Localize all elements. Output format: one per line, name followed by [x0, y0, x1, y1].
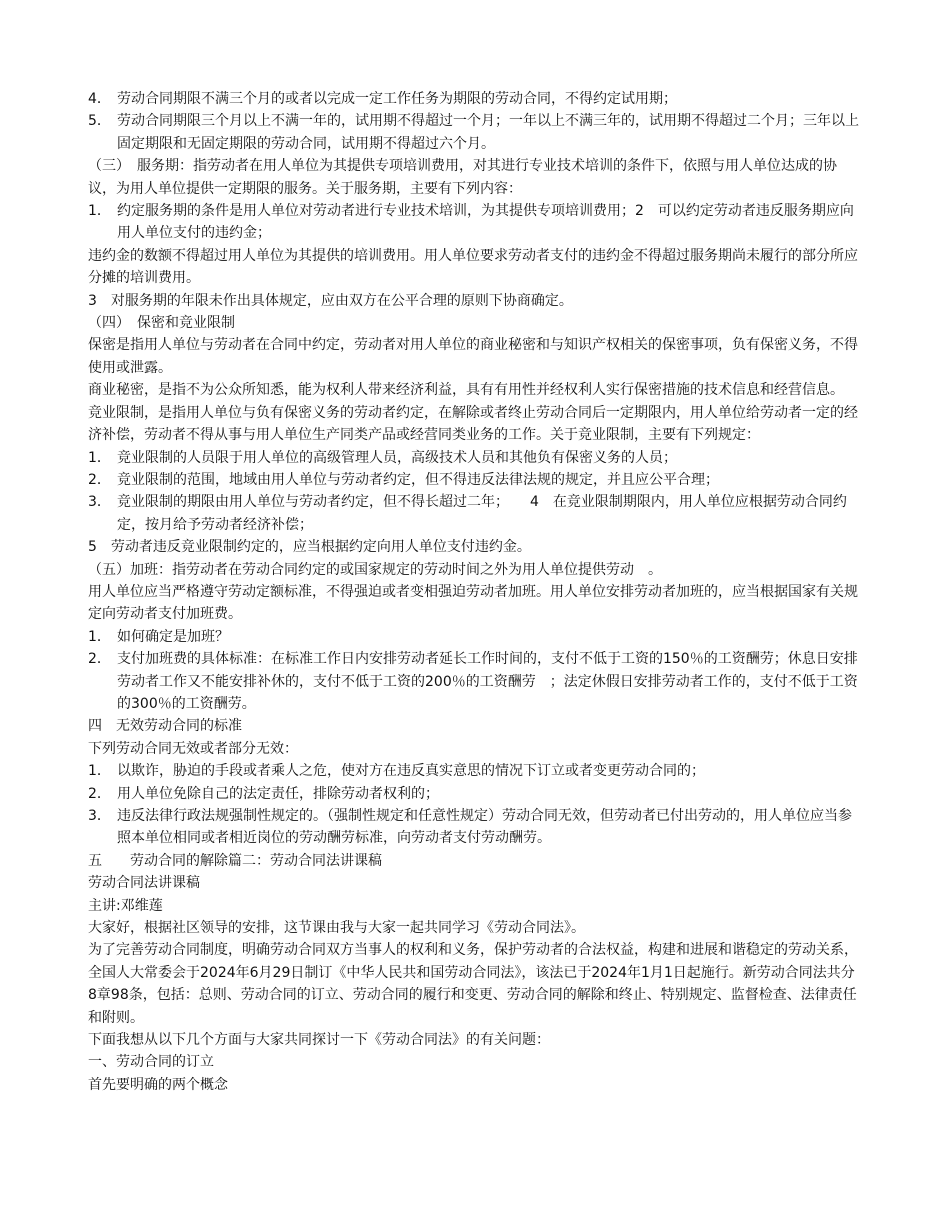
- list-item: [88, 805, 862, 850]
- paragraph-text: 竞业限制的范围，地域由用人单位与劳动者约定，但不得违反法律法规的规定，并且应公平合理；: [117, 471, 719, 488]
- paragraph: 5 劳动者违反竞业限制约定的，应当根据约定向用人单位支付违约金。: [88, 539, 531, 556]
- section-heading-service-period: （三） 服务期：指劳动者在用人单位为其提供专项培训费用，对其进行专业技术培训的条件下，依照与用人单位达成的协议，为用人单位提供一定期限的服务。关于服务期，主要有下列内容：: [88, 158, 837, 197]
- list-number: 1．: [88, 628, 111, 645]
- paragraph-text: 支付加班费的具体标准：在标准工作日内安排劳动者延长工作时间的，支付不低于工资的150％的工资酬劳；休息日安排劳动者工作又不能安排补休的，支付不低于工资的200％的工资酬劳 ；法定休假日安排劳动者工作的，支付不低于工资的300％的工资酬劳。: [117, 651, 858, 712]
- paragraph: 保密是指用人单位与劳动者在合同中约定，劳动者对用人单位的商业秘密和与知识产权相关的保密事项，负有保密义务，不得使用或泄露。: [88, 337, 858, 376]
- list-item: [88, 626, 862, 648]
- list-item: [88, 469, 862, 491]
- list-number: 5．: [88, 113, 111, 130]
- list-number: 4．: [88, 91, 111, 107]
- list-number: 1．: [88, 449, 111, 466]
- paragraph-text: 竞业限制的人员限于用人单位的高级管理人员，高级技术人员和其他负有保密义务的人员；: [117, 449, 677, 466]
- paragraph: 下列劳动合同无效或者部分无效：: [88, 740, 298, 757]
- list-number: 3．: [88, 808, 111, 824]
- list-number: 2．: [88, 471, 111, 488]
- list-item: [88, 760, 862, 782]
- section-heading-contract-formation: 一、劳动合同的订立: [88, 1054, 214, 1071]
- paragraph: 首先要明确的两个概念: [88, 1076, 228, 1093]
- list-number: 2．: [88, 651, 111, 668]
- speaker-line: 主讲:邓维莲: [88, 897, 163, 914]
- list-item: [88, 200, 862, 245]
- section-heading-invalid-contracts: 四 无效劳动合同的标准: [88, 718, 242, 735]
- list-item: [88, 110, 862, 155]
- paragraph-text: 劳动合同期限不满三个月的或者以完成一定工作任务为期限的劳动合同，不得约定试用期；: [117, 91, 677, 107]
- paragraph: 下面我想从以下几个方面与大家共同探讨一下《劳动合同法》的有关问题：: [88, 1032, 550, 1049]
- paragraph: 3 对服务期的年限未作出具体规定，应由双方在公平合理的原则下协商确定。: [88, 292, 573, 309]
- list-item: [88, 491, 862, 536]
- section-heading-termination: 五 劳动合同的解除篇二：劳动合同法讲课稿: [88, 852, 382, 869]
- list-item: [88, 783, 862, 805]
- section-heading-confidentiality: （四） 保密和竞业限制: [88, 315, 235, 332]
- paragraph-text: 违反法律行政法规强制性规定的。（强制性规定和任意性规定）劳动合同无效，但劳动者已付出劳动的，用人单位应当参照本单位相同或者相近岗位的劳动酬劳标准，向劳动者支付劳动酬劳。: [117, 808, 852, 847]
- paragraph: 为了完善劳动合同制度，明确劳动合同双方当事人的权利和义务，保护劳动者的合法权益，构建和进展和谐稳定的劳动关系，全国人大常委会于2024年6月29日制订《中华人民共和国劳动合同法》，该法已于2024年1月1日起施行。新劳动合同法共分8章98条，包括：总则、劳动合同的订立、劳动合同的履行和变更、劳动合同的解除和终止、特别规定、监督检查、法律责任和附则。: [88, 942, 858, 1026]
- list-number: 3．: [88, 494, 111, 511]
- section-heading-overtime: （五）加班：指劳动者在劳动合同约定的或国家规定的劳动时间之外为用人单位提供劳动 。: [88, 561, 662, 578]
- paragraph: 竞业限制，是指用人单位与负有保密义务的劳动者约定，在解除或者终止劳动合同后一定期限内，用人单位给劳动者一定的经济补偿，劳动者不得从事与用人单位生产同类产品或经营同类业务的工作。关于竞业限制，主要有下列规定：: [88, 404, 858, 444]
- paragraph-text: 竞业限制的期限由用人单位与劳动者约定，但不得长超过二年； 4 在竞业限制期限内，用人单位应根据劳动合同约定，按月给予劳动者经济补偿；: [117, 494, 847, 533]
- paragraph: 用人单位应当严格遵守劳动定额标准，不得强迫或者变相强迫劳动者加班。用人单位安排劳动者加班的，应当根据国家有关规定向劳动者支付加班费。: [88, 583, 858, 623]
- paragraph: 商业秘密，是指不为公众所知悉，能为权利人带来经济利益，具有有用性并经权利人实行保密措施的技术信息和经营信息。: [88, 382, 844, 399]
- list-number: 2．: [88, 785, 111, 802]
- paragraph-text: 如何确定是加班？: [117, 628, 229, 645]
- paragraph-text: 劳动合同期限三个月以上不满一年的，试用期不得超过一个月；一年以上不满三年的，试用期不得超过二个月；三年以上固定期限和无固定期限的劳动合同，试用期不得超过六个月。: [117, 113, 859, 152]
- list-item: [88, 88, 862, 110]
- paragraph-text: 约定服务期的条件是用人单位对劳动者进行专业技术培训，为其提供专项培训费用；2 可以约定劳动者违反服务期应向用人单位支付的违约金；: [117, 203, 854, 242]
- paragraph: 违约金的数额不得超过用人单位为其提供的培训费用。用人单位要求劳动者支付的违约金不得超过服务期尚未履行的部分所应分摊的培训费用。: [88, 247, 858, 287]
- paragraph: 大家好，根据社区领导的安排，这节课由我与大家一起共同学习《劳动合同法》。: [88, 920, 585, 937]
- list-item: [88, 447, 862, 469]
- paragraph-text: 用人单位免除自己的法定责任，排除劳动者权利的；: [117, 785, 439, 802]
- lecture-title: 劳动合同法讲课稿: [88, 875, 200, 892]
- paragraph-text: 以欺诈，胁迫的手段或者乘人之危，使对方在违反真实意思的情况下订立或者变更劳动合同的；: [117, 763, 705, 780]
- list-item: [88, 648, 862, 715]
- list-number: 1．: [88, 763, 111, 780]
- list-number: 1．: [88, 203, 111, 220]
